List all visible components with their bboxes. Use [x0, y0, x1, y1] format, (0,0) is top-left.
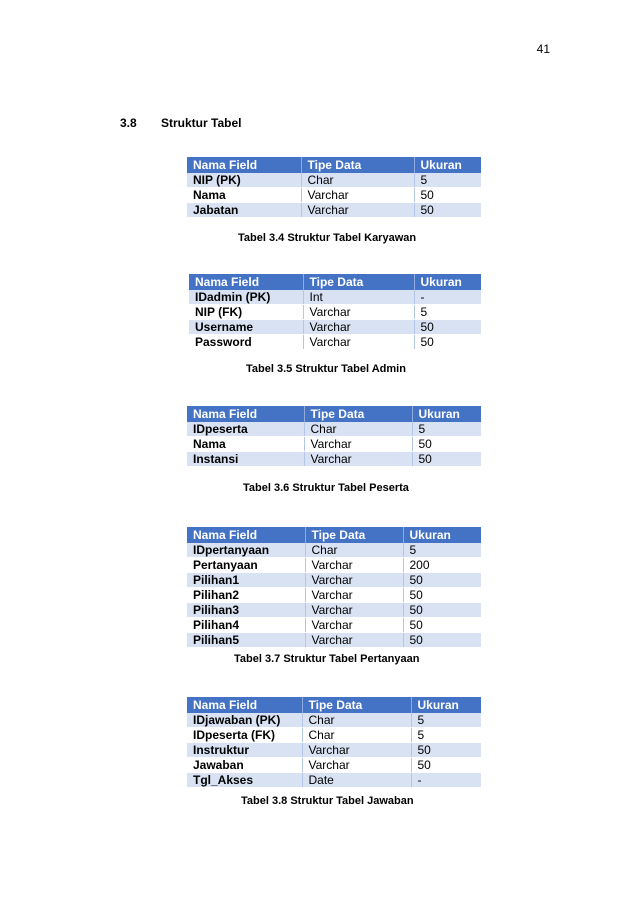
data-type-cell: Varchar: [301, 203, 414, 218]
size-cell: 50: [414, 203, 481, 218]
table-row: [187, 422, 481, 437]
table-row: [187, 437, 481, 452]
size-cell: 5: [411, 713, 481, 728]
data-type-cell: Varchar: [303, 305, 414, 320]
size-cell: 5: [414, 305, 481, 320]
table-caption: Tabel 3.6 Struktur Tabel Peserta: [243, 482, 409, 494]
data-type-cell: Char: [305, 543, 403, 558]
size-cell: 5: [414, 173, 481, 188]
field-name-cell: Nama: [187, 188, 301, 203]
field-name-cell: Username: [189, 320, 303, 335]
data-type-cell: Varchar: [303, 335, 414, 350]
data-type-cell: Varchar: [304, 437, 412, 452]
table-row: [187, 603, 481, 618]
column-header-type: Tipe Data: [302, 697, 411, 713]
structure-table: [187, 697, 481, 788]
size-cell: 50: [403, 588, 481, 603]
data-type-cell: Varchar: [305, 558, 403, 573]
size-cell: 50: [403, 618, 481, 633]
data-type-cell: Varchar: [302, 758, 411, 773]
table-caption: Tabel 3.7 Struktur Tabel Pertanyaan: [234, 653, 420, 665]
table-peserta: [187, 406, 481, 467]
table-pertanyaan: [187, 527, 481, 648]
table-caption: Tabel 3.8 Struktur Tabel Jawaban: [241, 795, 414, 807]
table-row: [187, 173, 481, 188]
size-cell: 50: [414, 320, 481, 335]
field-name-cell: Pilihan4: [187, 618, 305, 633]
data-type-cell: Date: [302, 773, 411, 788]
column-header-size: Ukuran: [411, 697, 481, 713]
field-name-cell: NIP (PK): [187, 173, 301, 188]
table-row: [187, 573, 481, 588]
field-name-cell: Pertanyaan: [187, 558, 305, 573]
table-caption: Tabel 3.4 Struktur Tabel Karyawan: [238, 232, 417, 244]
size-cell: -: [414, 290, 481, 305]
table-row: [187, 743, 481, 758]
size-cell: 50: [412, 437, 481, 452]
field-name-cell: Jabatan: [187, 203, 301, 218]
table-row: [187, 713, 481, 728]
size-cell: 50: [414, 188, 481, 203]
data-type-cell: Varchar: [305, 603, 403, 618]
column-header-type: Tipe Data: [301, 157, 414, 173]
field-name-cell: Nama: [187, 437, 304, 452]
size-cell: 50: [403, 603, 481, 618]
field-name-cell: IDadmin (PK): [189, 290, 303, 305]
table-row: [187, 618, 481, 633]
data-type-cell: Char: [302, 728, 411, 743]
data-type-cell: Varchar: [305, 588, 403, 603]
data-type-cell: Int: [303, 290, 414, 305]
table-row: [189, 320, 481, 335]
size-cell: 50: [411, 743, 481, 758]
field-name-cell: Tgl_Akses: [187, 773, 302, 788]
field-name-cell: Pilihan2: [187, 588, 305, 603]
table-row: [189, 335, 481, 350]
data-type-cell: Varchar: [303, 320, 414, 335]
data-type-cell: Char: [302, 713, 411, 728]
field-name-cell: Pilihan3: [187, 603, 305, 618]
table-jawaban: [187, 697, 481, 788]
table-row: [187, 558, 481, 573]
size-cell: 50: [414, 335, 481, 350]
table-row: [187, 543, 481, 558]
data-type-cell: Varchar: [305, 633, 403, 648]
size-cell: 50: [403, 573, 481, 588]
table-admin: [189, 274, 481, 350]
structure-table: [187, 406, 481, 467]
field-name-cell: Instruktur: [187, 743, 302, 758]
column-header-field: Nama Field: [187, 157, 301, 173]
data-type-cell: Varchar: [305, 618, 403, 633]
table-row: [187, 758, 481, 773]
column-header-type: Tipe Data: [303, 274, 414, 290]
table-karyawan: [187, 157, 481, 218]
column-header-field: Nama Field: [189, 274, 303, 290]
field-name-cell: IDjawaban (PK): [187, 713, 302, 728]
column-header-size: Ukuran: [403, 527, 481, 543]
table-row: [187, 773, 481, 788]
column-header-field: Nama Field: [187, 697, 302, 713]
field-name-cell: IDpeserta (FK): [187, 728, 302, 743]
table-caption: Tabel 3.5 Struktur Tabel Admin: [246, 363, 406, 375]
size-cell: 5: [403, 543, 481, 558]
table-row: [187, 203, 481, 218]
column-header-type: Tipe Data: [305, 527, 403, 543]
column-header-size: Ukuran: [412, 406, 481, 422]
table-row: [187, 728, 481, 743]
field-name-cell: Instansi: [187, 452, 304, 467]
table-row: [187, 588, 481, 603]
column-header-field: Nama Field: [187, 406, 304, 422]
size-cell: 50: [403, 633, 481, 648]
section-title: Struktur Tabel: [161, 116, 242, 130]
data-type-cell: Varchar: [301, 188, 414, 203]
column-header-size: Ukuran: [414, 274, 481, 290]
data-type-cell: Varchar: [302, 743, 411, 758]
page-number: 41: [536, 42, 550, 56]
structure-table: [187, 157, 481, 218]
field-name-cell: Password: [189, 335, 303, 350]
size-cell: 50: [411, 758, 481, 773]
field-name-cell: IDpeserta: [187, 422, 304, 437]
field-name-cell: IDpertanyaan: [187, 543, 305, 558]
data-type-cell: Varchar: [304, 452, 412, 467]
size-cell: 200: [403, 558, 481, 573]
field-name-cell: Pilihan5: [187, 633, 305, 648]
column-header-size: Ukuran: [414, 157, 481, 173]
size-cell: -: [411, 773, 481, 788]
field-name-cell: NIP (FK): [189, 305, 303, 320]
table-row: [187, 188, 481, 203]
data-type-cell: Varchar: [305, 573, 403, 588]
section-heading: [120, 116, 241, 130]
structure-table: [189, 274, 481, 350]
section-number: 3.8: [120, 116, 137, 130]
size-cell: 5: [411, 728, 481, 743]
table-row: [187, 633, 481, 648]
table-row: [187, 452, 481, 467]
field-name-cell: Pilihan1: [187, 573, 305, 588]
structure-table: [187, 527, 481, 648]
table-row: [189, 290, 481, 305]
size-cell: 50: [412, 452, 481, 467]
field-name-cell: Jawaban: [187, 758, 302, 773]
table-row: [189, 305, 481, 320]
data-type-cell: Char: [304, 422, 412, 437]
column-header-type: Tipe Data: [304, 406, 412, 422]
data-type-cell: Char: [301, 173, 414, 188]
size-cell: 5: [412, 422, 481, 437]
column-header-field: Nama Field: [187, 527, 305, 543]
